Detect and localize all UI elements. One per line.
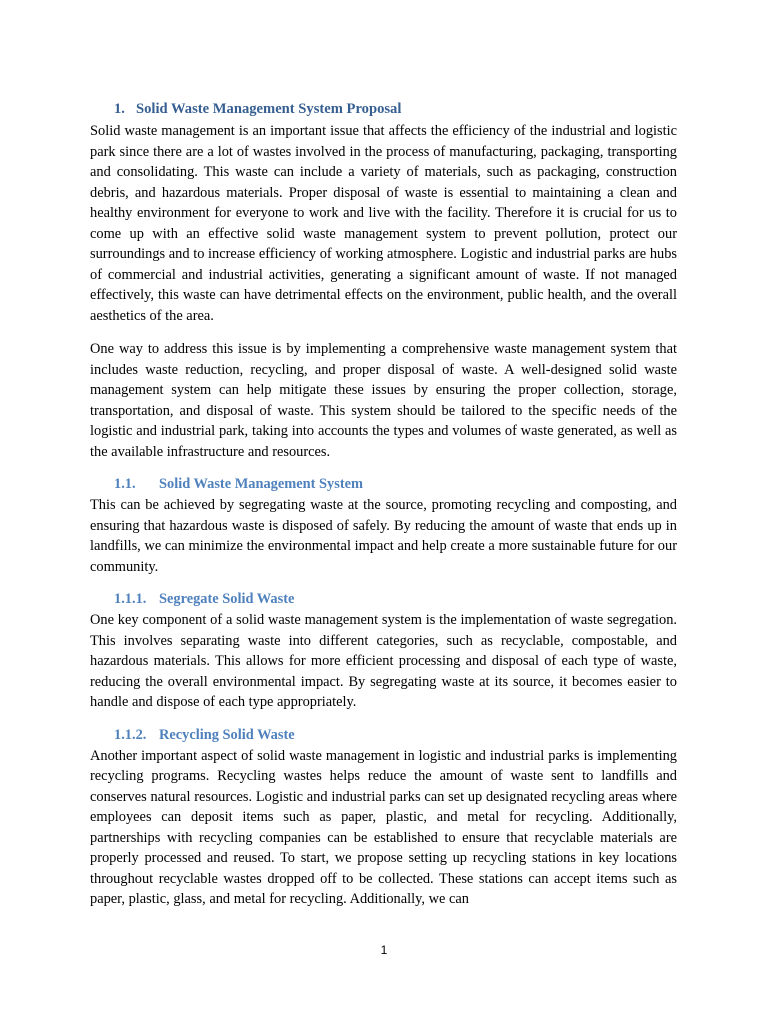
section-1-1-2-number: 1.1.2. bbox=[114, 726, 147, 743]
section-1-title: Solid Waste Management System Proposal bbox=[136, 101, 402, 117]
section-1-1-number: 1.1. bbox=[114, 476, 136, 492]
section-1-1-2-title: Recycling Solid Waste bbox=[159, 726, 295, 743]
section-1-number: 1. bbox=[114, 101, 125, 117]
document-page bbox=[90, 99, 677, 910]
section-1-1-1-paragraph: One key component of a solid waste management system is the implementation of waste segregation. This involves separating waste into different categories, such as recyclable, compostable, and hazardous materials. This allows for more efficient processing and disposal of each type of waste, reducing the overall environmental impact. By segregating waste at its source, it becomes easier to handle and dispose of each type appropriately. bbox=[90, 612, 677, 710]
section-1-1-2-heading bbox=[90, 725, 677, 745]
section-1-1-1-number: 1.1.1. bbox=[114, 591, 147, 607]
section-1-heading bbox=[90, 99, 677, 119]
section-1-1-1-heading bbox=[90, 589, 677, 609]
section-1-paragraph-2: One way to address this issue is by implementing a comprehensive waste management system that includes waste reduction, recycling, and proper disposal of waste. A well-designed solid waste management system can help mitigate these issues by ensuring the proper collection, storage, transportation, and disposal of waste. This system should be tailored to the specific needs of the logistic and industrial park, taking into accounts the types and volumes of waste generated, as well as the available infrastructure and resources. bbox=[90, 341, 677, 460]
section-1-1-2-paragraph: Another important aspect of solid waste management in logistic and industrial parks is implementing recycling programs. Recycling wastes helps reduce the amount of waste sent to landfills and conserves natural resources. Logistic and industrial parks can set up designated recycling areas where employees can deposit items such as paper, plastic, and metal for recycling. Additionally, partnerships with recycling companies can be established to ensure that recyclable materials are properly processed and reused. To start, we propose setting up recycling stations in key locations throughout recyclable wastes dropped off to be collected. These stations can accept items such as paper, plastic, glass, and metal for recycling. Additionally, we can bbox=[90, 747, 677, 907]
section-1-1-1-title: Segregate Solid Waste bbox=[159, 591, 295, 607]
section-1-paragraph-1: Solid waste management is an important issue that affects the efficiency of the industrial and logistic park since there are a lot of wastes involved in the process of manufacturing, packaging, transporting and consolidating. This waste can include a variety of materials, such as packaging, construction debris, and hazardous materials. Proper disposal of waste is essential to maintaining a clean and healthy environment for everyone to work and live with the facility. Therefore it is crucial for us to come up with an effective solid waste management system to prevent pollution, protect our surroundings and to increase efficiency of working atmosphere. Logistic and industrial parks are hubs of commercial and industrial activities, generating a significant amount of waste. If not managed effectively, this waste can have detrimental effects on the environment, public health, and the overall aesthetics of the area. bbox=[90, 123, 677, 324]
section-1-1-heading bbox=[90, 474, 677, 494]
page-number: 1 bbox=[380, 943, 388, 957]
section-1-1-paragraph: This can be achieved by segregating waste at the source, promoting recycling and composting, and ensuring that hazardous waste is disposed of safely. By reducing the amount of waste that ends up in landfills, we can minimize the environmental impact and help create a more sustainable future for our community. bbox=[90, 497, 677, 575]
section-1-1-title: Solid Waste Management System bbox=[159, 476, 363, 492]
